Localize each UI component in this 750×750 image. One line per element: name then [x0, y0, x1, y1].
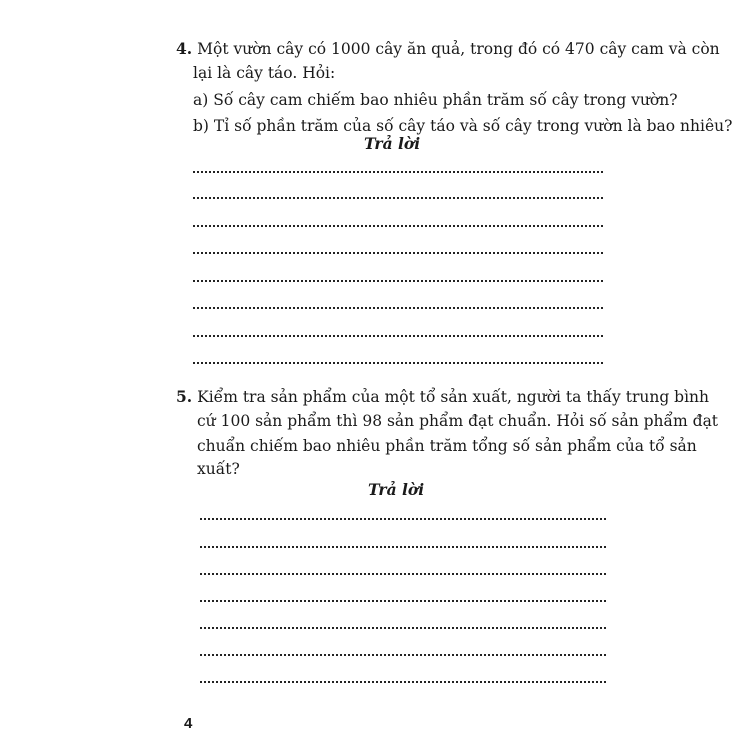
- question-4-answer-heading: Trả lời: [364, 134, 421, 153]
- answer-line[interactable]: [200, 654, 606, 656]
- answer-line[interactable]: [193, 252, 603, 254]
- question-5-number: 5.: [176, 387, 193, 406]
- answer-line[interactable]: [193, 362, 603, 364]
- question-5-line-4: xuất?: [197, 460, 240, 478]
- answer-line[interactable]: [193, 225, 603, 227]
- answer-line[interactable]: [193, 307, 603, 309]
- answer-line[interactable]: [193, 171, 603, 173]
- answer-line[interactable]: [193, 197, 603, 199]
- answer-line[interactable]: [200, 518, 606, 520]
- answer-line[interactable]: [200, 681, 606, 683]
- answer-line[interactable]: [193, 335, 603, 337]
- question-4-part-a: a) Số cây cam chiếm bao nhiêu phần trăm số cây trong vườn?: [193, 91, 678, 109]
- question-5-line-2: cứ 100 sản phẩm thì 98 sản phẩm đạt chuẩn. Hỏi số sản phẩm đạt: [197, 412, 719, 430]
- question-5-line-3: chuẩn chiếm bao nhiêu phần trăm tổng số sản phẩm của tổ sản: [197, 437, 697, 455]
- answer-line[interactable]: [200, 600, 606, 602]
- question-5-text-1: Kiểm tra sản phẩm của một tổ sản xuất, người ta thấy trung bình: [197, 388, 710, 406]
- answer-line[interactable]: [200, 573, 606, 575]
- page-number: 4: [184, 715, 193, 732]
- answer-line[interactable]: [200, 627, 606, 629]
- question-5-answer-heading: Trả lời: [368, 480, 425, 499]
- question-4-part-b: b) Tỉ số phần trăm của số cây táo và số cây trong vườn là bao nhiêu?: [193, 117, 733, 135]
- question-4-number: 4.: [176, 39, 193, 58]
- question-4-text-1: Một vườn cây có 1000 cây ăn quả, trong đó có 470 cây cam và còn: [197, 40, 720, 58]
- question-4-line-1: [176, 36, 720, 62]
- question-5-line-1: [176, 384, 709, 410]
- question-4-line-2: lại là cây táo. Hỏi:: [193, 64, 336, 82]
- answer-line[interactable]: [193, 280, 603, 282]
- answer-line[interactable]: [200, 546, 606, 548]
